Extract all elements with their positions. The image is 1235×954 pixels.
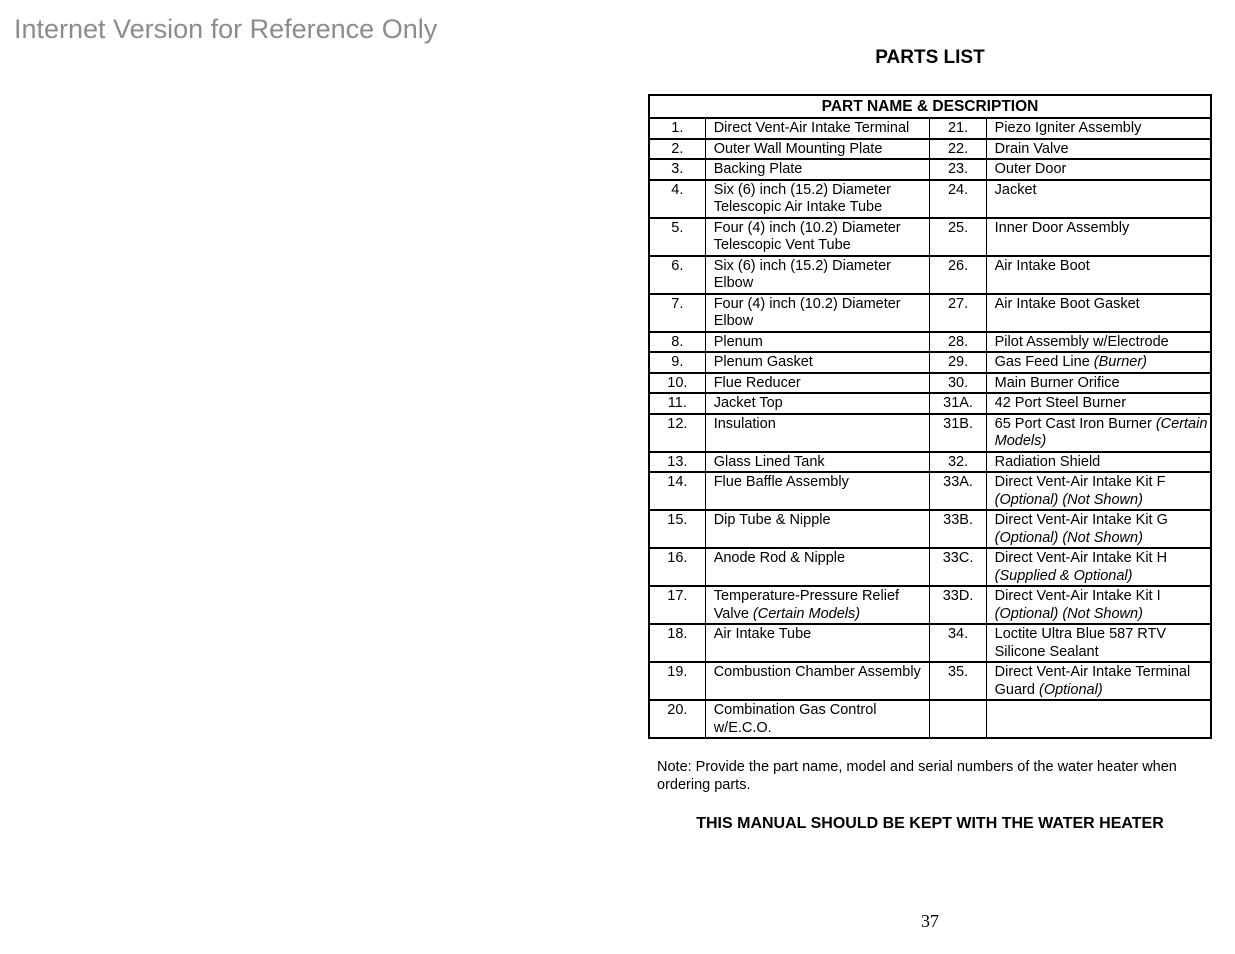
part-number-text: 33C. (942, 550, 974, 566)
part-number-text: 33D. (942, 588, 974, 604)
part-description (986, 373, 1211, 394)
part-description (705, 700, 930, 738)
part-number (649, 510, 705, 548)
part-number-text: 27. (947, 295, 969, 312)
part-number-text: 15. (667, 512, 688, 528)
table-row (649, 180, 1211, 218)
part-number-text: 33A. (943, 474, 973, 490)
part-description-text: Jacket Top (713, 395, 783, 411)
part-description (705, 118, 930, 139)
part-description-text: Air Intake Boot Gasket (994, 295, 1140, 312)
part-number-text: 28. (947, 333, 969, 350)
part-description-text: Four (4) inch (10.2) Diameter Telescopic Vent Tube (713, 219, 901, 253)
part-description (986, 352, 1211, 373)
part-number-text: 32. (947, 453, 969, 470)
part-number (649, 586, 705, 624)
part-number-text: 19. (667, 664, 688, 680)
part-number (649, 700, 705, 738)
part-description-text: Piezo Igniter Assembly (994, 120, 1142, 136)
part-description-text: 42 Port Steel Burner (994, 395, 1127, 411)
part-description-text: Insulation (713, 415, 776, 432)
part-description-text: Temperature-Pressure Relief Valve (713, 588, 900, 622)
part-description-text: Direct Vent-Air Intake Terminal Guard (994, 664, 1191, 698)
part-number (930, 180, 986, 218)
part-description (705, 139, 930, 160)
part-number (649, 662, 705, 700)
watermark-text: Internet Version for Reference Only (14, 14, 438, 44)
part-description-text: Air Intake Tube (713, 626, 812, 642)
part-number (649, 118, 705, 139)
part-number (649, 452, 705, 473)
part-description-italic-note: (Optional) (Not Shown) (994, 529, 1143, 546)
part-description-text: Air Intake Boot (994, 257, 1090, 274)
part-description (705, 472, 930, 510)
part-number-text: 33B. (943, 512, 973, 528)
part-description-text: Glass Lined Tank (713, 453, 825, 470)
keep-manual-notice: THIS MANUAL SHOULD BE KEPT WITH THE WATER HEATER (696, 815, 1164, 832)
table-row (649, 700, 1211, 738)
part-description (986, 472, 1211, 510)
table-row (649, 452, 1211, 473)
part-description (705, 159, 930, 180)
part-description (986, 624, 1211, 662)
part-description-text: Direct Vent-Air Intake Terminal (713, 120, 910, 136)
part-number-text: 5. (671, 219, 684, 236)
part-number (649, 352, 705, 373)
part-number (930, 159, 986, 180)
part-number-text: 9. (671, 354, 684, 370)
part-description-italic-note: (Optional) (Not Shown) (994, 605, 1143, 622)
part-description (986, 118, 1211, 139)
part-number-text: 30. (947, 374, 969, 391)
part-description-italic-note: (Certain Models) (994, 415, 1208, 449)
table-row (649, 548, 1211, 586)
part-number-text: 23. (947, 161, 969, 177)
part-number (930, 218, 986, 256)
part-number (930, 472, 986, 510)
part-number-text: 35. (947, 664, 969, 680)
part-description-text: Jacket (994, 181, 1037, 198)
part-description-text: Drain Valve (994, 140, 1069, 157)
part-description-text: Plenum Gasket (713, 354, 813, 370)
part-number-text: 34. (947, 626, 969, 642)
table-row (649, 218, 1211, 256)
part-description-italic-note: (Burner) (1093, 354, 1147, 370)
part-number (649, 139, 705, 160)
part-description (705, 218, 930, 256)
table-row (649, 624, 1211, 662)
part-description-text: Four (4) inch (10.2) Diameter Elbow (713, 295, 901, 329)
part-description-text: Dip Tube & Nipple (713, 512, 831, 528)
part-number (649, 332, 705, 353)
part-description-text: Gas Feed Line (994, 354, 1094, 370)
table-row (649, 662, 1211, 700)
table-row (649, 352, 1211, 373)
parts-table-header-row (649, 95, 1211, 118)
part-number-text: 22. (947, 140, 969, 157)
part-number (649, 294, 705, 332)
part-description (705, 662, 930, 700)
part-number (930, 586, 986, 624)
part-description-italic-note: (Optional) (Not Shown) (994, 491, 1143, 508)
part-description (705, 586, 930, 624)
part-description-text: Plenum (713, 333, 763, 350)
part-description (986, 332, 1211, 353)
parts-table-body (649, 118, 1211, 738)
part-number-text: 24. (947, 181, 969, 198)
part-number (930, 414, 986, 452)
part-description-text: Backing Plate (713, 161, 803, 177)
part-number-text: 3. (671, 161, 684, 177)
part-description-text: Direct Vent-Air Intake Kit I (994, 588, 1161, 604)
part-description-text: Six (6) inch (15.2) Diameter Telescopic Air Intake Tube (713, 181, 891, 215)
part-description (705, 256, 930, 294)
part-description (705, 510, 930, 548)
part-number (930, 352, 986, 373)
part-number (649, 472, 705, 510)
part-description-text: Six (6) inch (15.2) Diameter Elbow (713, 257, 891, 291)
part-number (649, 218, 705, 256)
part-number (930, 393, 986, 414)
part-description (986, 294, 1211, 332)
part-number (930, 139, 986, 160)
page-title: PARTS LIST (875, 47, 985, 68)
part-description-text: Anode Rod & Nipple (713, 550, 846, 566)
part-description-italic-note: (Supplied & Optional) (994, 567, 1133, 584)
part-number (649, 414, 705, 452)
part-number-text: 11. (667, 395, 687, 411)
part-description-text: Radiation Shield (994, 453, 1101, 470)
part-description (705, 624, 930, 662)
part-number-text: 14. (667, 474, 688, 490)
table-row (649, 510, 1211, 548)
part-description (705, 373, 930, 394)
part-number (649, 548, 705, 586)
part-description (986, 452, 1211, 473)
part-number (649, 393, 705, 414)
part-number-text: 7. (671, 295, 684, 312)
part-description (986, 700, 1211, 738)
part-number-text: 25. (947, 219, 969, 236)
part-number-text: 26. (947, 257, 969, 274)
part-description (986, 218, 1211, 256)
part-number-text: 8. (671, 333, 684, 350)
part-description (986, 586, 1211, 624)
part-number-text: 31B. (943, 415, 973, 432)
part-description-text: Inner Door Assembly (994, 219, 1130, 236)
part-description (705, 452, 930, 473)
part-description-text: Pilot Assembly w/Electrode (994, 333, 1169, 350)
part-description (705, 294, 930, 332)
table-row (649, 294, 1211, 332)
part-number (649, 624, 705, 662)
part-number-text: 16. (667, 550, 688, 566)
part-number-text: 20. (667, 702, 688, 718)
part-number (930, 118, 986, 139)
part-number (930, 332, 986, 353)
part-number-text: 29. (947, 354, 969, 370)
table-row (649, 373, 1211, 394)
parts-table-header: PART NAME & DESCRIPTION (649, 95, 1211, 118)
part-number (930, 510, 986, 548)
table-row (649, 586, 1211, 624)
part-number (930, 624, 986, 662)
part-description-text: Outer Wall Mounting Plate (713, 140, 883, 157)
part-description (986, 159, 1211, 180)
table-row (649, 118, 1211, 139)
part-description (986, 256, 1211, 294)
part-description (986, 180, 1211, 218)
part-description (705, 548, 930, 586)
part-description (705, 332, 930, 353)
table-row (649, 332, 1211, 353)
part-number (930, 548, 986, 586)
part-number-text: 31A. (943, 395, 973, 411)
part-number (649, 159, 705, 180)
part-number (649, 180, 705, 218)
part-description (705, 352, 930, 373)
part-number (930, 662, 986, 700)
table-row (649, 139, 1211, 160)
part-number-text: 21. (947, 120, 969, 136)
part-description (705, 180, 930, 218)
part-number (930, 452, 986, 473)
part-number (930, 256, 986, 294)
part-description-text: 65 Port Cast Iron Burner (994, 415, 1156, 432)
part-number-text: 2. (671, 140, 684, 157)
part-number-text: 4. (671, 181, 684, 198)
part-description-text: Direct Vent-Air Intake Kit H (994, 550, 1168, 566)
part-number-text: 10. (667, 374, 688, 391)
part-number-text: 6. (671, 257, 684, 274)
part-number (649, 256, 705, 294)
part-description-text: Direct Vent-Air Intake Kit F (994, 474, 1166, 490)
page-number: 37 (921, 911, 939, 931)
part-number-text: 1. (671, 120, 684, 136)
table-row (649, 256, 1211, 294)
part-number-text: 13. (667, 453, 688, 470)
part-description (705, 393, 930, 414)
table-row (649, 393, 1211, 414)
table-row (649, 414, 1211, 452)
ordering-note: Note: Provide the part name, model and serial numbers of the water heater when ordering parts. (657, 759, 1177, 793)
part-number (930, 294, 986, 332)
part-description (986, 548, 1211, 586)
part-description-text: Combination Gas Control w/E.C.O. (713, 702, 877, 736)
part-description-text: Flue Reducer (713, 374, 801, 391)
table-row (649, 159, 1211, 180)
part-number (649, 373, 705, 394)
part-description-italic-note: (Optional) (1038, 681, 1103, 698)
part-number-text: 17. (667, 588, 688, 604)
parts-table (648, 94, 1212, 739)
part-description (705, 414, 930, 452)
part-description-text: Main Burner Orifice (994, 374, 1120, 391)
part-description-text: Combustion Chamber Assembly (713, 664, 921, 680)
part-description-text: Outer Door (994, 161, 1067, 177)
part-description-text: Flue Baffle Assembly (713, 474, 849, 490)
part-description (986, 139, 1211, 160)
part-number-text: 12. (667, 415, 688, 432)
part-description (986, 662, 1211, 700)
part-number (930, 700, 986, 738)
part-description-text: Direct Vent-Air Intake Kit G (994, 512, 1168, 528)
part-description (986, 393, 1211, 414)
part-number-text: 18. (667, 626, 688, 642)
part-number (930, 373, 986, 394)
part-description-text: Loctite Ultra Blue 587 RTV Silicone Sealant (994, 626, 1167, 660)
part-description (986, 510, 1211, 548)
table-row (649, 472, 1211, 510)
part-description-italic-note: (Certain Models) (752, 605, 861, 622)
part-description (986, 414, 1211, 452)
